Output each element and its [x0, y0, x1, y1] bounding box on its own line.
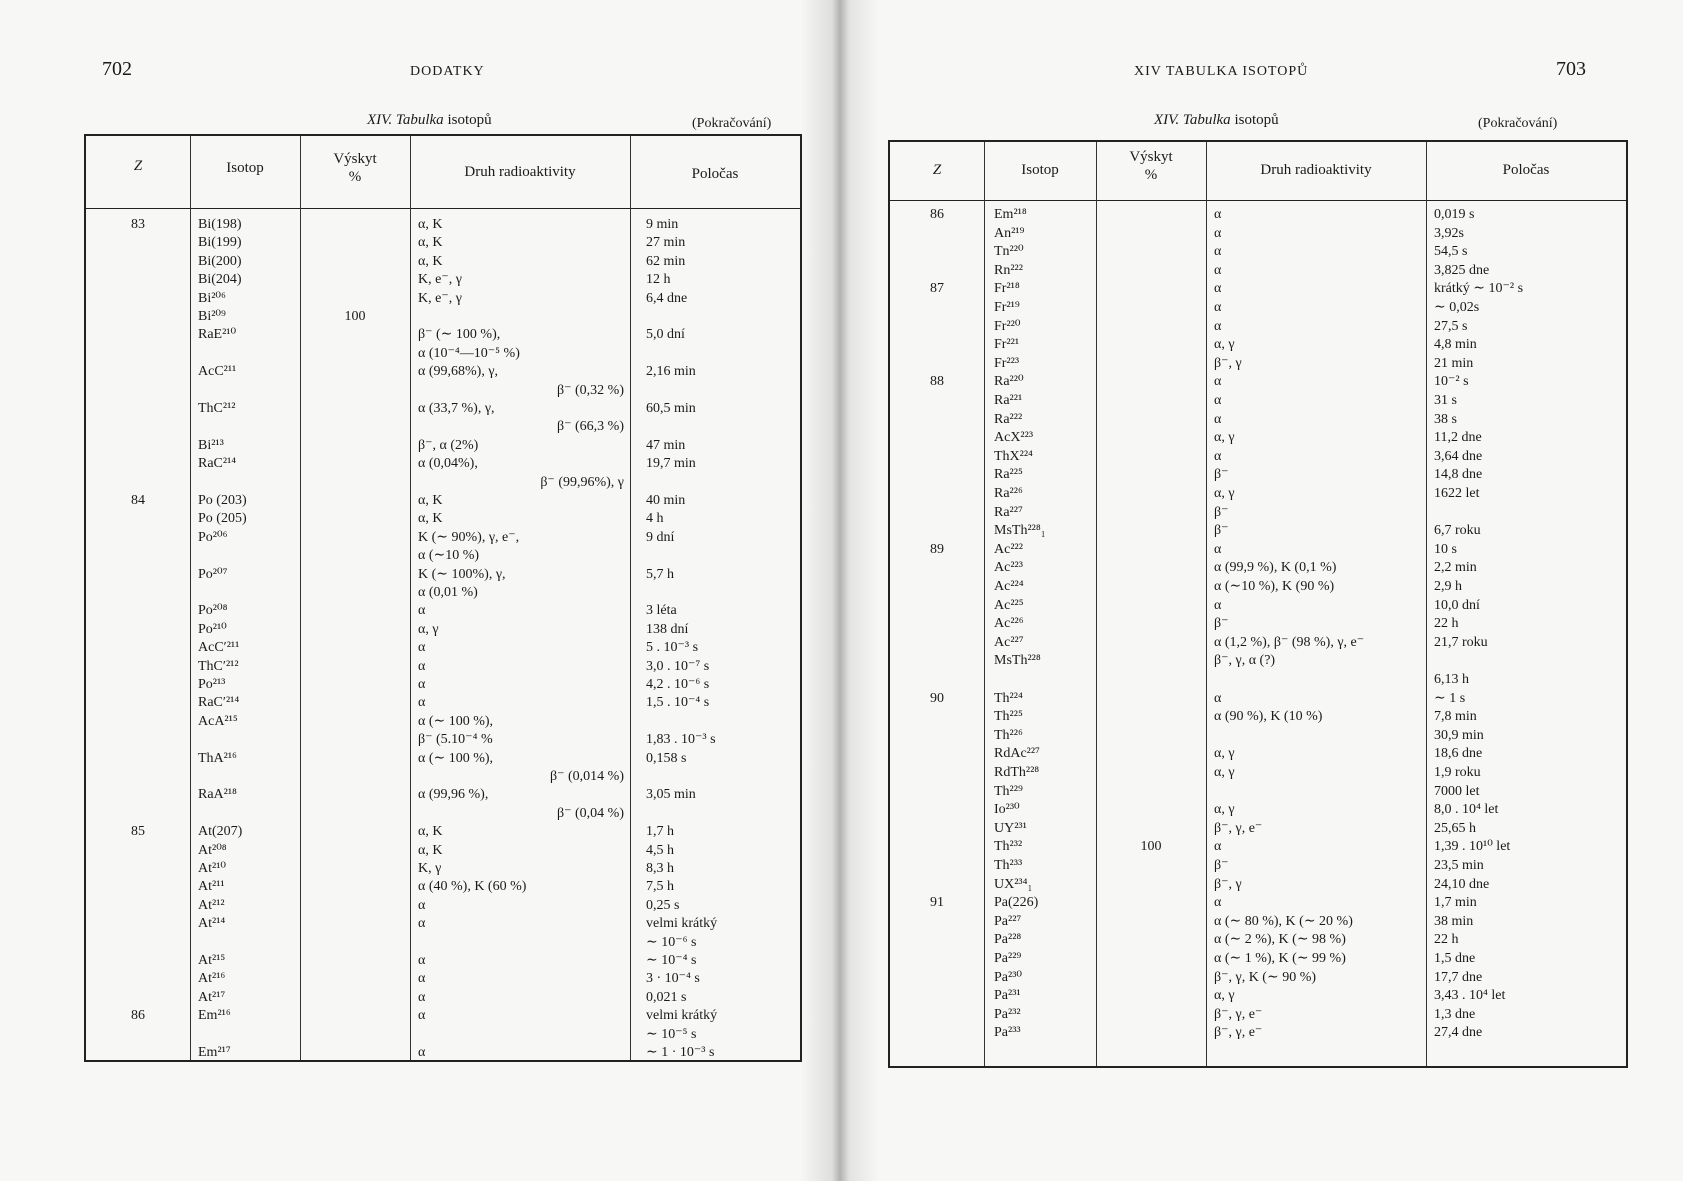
table-cell-decay: α	[418, 1045, 426, 1060]
table-cell-decay: α, K	[418, 842, 443, 858]
table-cell-halflife: 0,021 s	[646, 989, 687, 1005]
table-cell-halflife: 3 léta	[646, 603, 677, 619]
table-cell-decay: α	[1214, 207, 1222, 222]
continued-note: (Pokračování)	[692, 116, 772, 131]
table-cell-isotope: At²¹¹	[198, 879, 225, 895]
table-cell-isotope: Pa(226)	[994, 895, 1039, 911]
table-cell-decay: α	[1214, 262, 1222, 278]
table-cell-decay: α	[1214, 541, 1222, 557]
table-cell-halflife: 4,8 min	[1434, 337, 1477, 353]
table-cell-decay: β⁻, γ, e⁻	[1214, 820, 1263, 836]
table-cell-halflife: 7,8 min	[1434, 709, 1477, 725]
table-cell-decay: α	[1214, 244, 1222, 260]
table-cell-decay: α	[418, 677, 426, 692]
table-cell-occurrence: 100	[1140, 839, 1162, 855]
table-cell-halflife: 18,6 dne	[1434, 746, 1483, 762]
table-cell-isotope: RdTh²²⁸	[994, 765, 1040, 780]
table-cell-decay: β⁻	[1214, 467, 1229, 483]
table-cell-isotope: Fr²²¹	[994, 337, 1020, 353]
table-cell-isotope: Pa²²⁹	[994, 951, 1022, 966]
table-cell-halflife: 21 min	[1434, 355, 1474, 371]
table-cell-decay: α (1,2 %), β⁻ (98 %), γ, e⁻	[1214, 634, 1365, 650]
table-cell-isotope: Po (203)	[198, 493, 247, 508]
header-decay: Druh radioaktivity	[464, 164, 576, 180]
table-cell-decay: α, K	[418, 217, 443, 232]
table-cell-z: 88	[930, 374, 944, 390]
table-cell-isotope: Pa²³⁰	[994, 969, 1023, 985]
table-cell-decay: α, γ	[1214, 765, 1235, 780]
table-cell-halflife: 31 s	[1434, 393, 1457, 408]
table-cell-halflife: ∼ 10⁻⁶ s	[646, 934, 697, 950]
table-cell-decay: α (∼ 100 %),	[418, 750, 494, 766]
table-cell-z: 85	[131, 824, 145, 840]
table-cell-isotope: At²¹⁰	[198, 861, 227, 876]
table-cell-halflife: 47 min	[646, 437, 686, 453]
table-cell-decay: α (99,68%), γ,	[418, 364, 499, 380]
running-head: XIV TABULKA ISOTOPŮ	[1134, 64, 1309, 79]
table-caption	[367, 112, 492, 129]
table-cell-isotope: Bi²⁰⁹	[198, 309, 226, 324]
table-cell-decay: β⁻ (5.10⁻⁴ %	[418, 732, 493, 748]
table-cell-halflife: 17,7 dne	[1434, 969, 1483, 985]
table-cell-isotope: AcX²²³	[994, 430, 1034, 446]
table-cell-decay: α (99,96 %),	[418, 787, 489, 803]
caption-rest: isotopů	[1234, 112, 1279, 128]
table-cell-decay: α	[418, 603, 426, 619]
table-cell-decay: α	[418, 695, 426, 711]
header-decay: Druh radioaktivity	[1260, 162, 1372, 178]
table-cell-decay: β⁻	[1214, 523, 1229, 539]
table-header	[890, 142, 1626, 201]
table-cell-isotope: Po²⁰⁷	[198, 566, 228, 582]
table-cell-decay: α, γ	[1214, 337, 1235, 353]
table-cell-halflife: 1,5 dne	[1434, 951, 1476, 966]
table-cell-decay: K (∼ 90%), γ, e⁻,	[418, 529, 520, 545]
table-cell-halflife: 1,5 . 10⁻⁴ s	[646, 695, 710, 711]
table-cell-halflife: 40 min	[646, 493, 686, 508]
table-cell-decay: α	[418, 916, 426, 932]
table-cell-halflife: 23,5 min	[1434, 858, 1484, 873]
table-cell-isotope: Th²³²	[994, 839, 1023, 855]
table-cell-halflife: 4 h	[646, 511, 664, 527]
header-halflife: Poločas	[1502, 162, 1550, 178]
table-cell-halflife: 9 dní	[646, 529, 675, 545]
table-cell-isotope: Th²²⁹	[994, 783, 1023, 799]
table-cell-isotope: Fr²²³	[994, 355, 1020, 371]
table-cell-isotope: Ra²²²	[994, 411, 1023, 427]
header-z: Z	[932, 162, 942, 178]
header-occurrence: Výskyt %	[333, 151, 377, 185]
table-cell-halflife: krátký ∼ 10⁻² s	[1434, 281, 1524, 297]
table-cell-isotope: Pa²³²	[994, 1006, 1021, 1022]
table-cell-halflife: 54,5 s	[1434, 244, 1468, 260]
table-cell-isotope: Pa²²⁸	[994, 932, 1022, 948]
table-cell-halflife: 21,7 roku	[1434, 634, 1488, 650]
table-cell-z: 91	[930, 895, 944, 911]
table-cell-z: 89	[930, 541, 944, 557]
table-cell-isotope: AcC²¹¹	[198, 364, 237, 380]
table-cell-decay: α	[1214, 448, 1222, 464]
table-cell-isotope: Th²²⁴	[994, 690, 1023, 706]
running-head: DODATKY	[410, 64, 485, 79]
table-cell-decay: β⁻, γ	[1214, 876, 1242, 892]
header-isotope: Isotop	[226, 160, 264, 176]
table-cell-isotope: Ra²²¹	[994, 393, 1023, 408]
table-cell-decay: α, K	[418, 235, 443, 251]
table-cell-decay: α (99,9 %), K (0,1 %)	[1214, 560, 1337, 576]
table-cell-halflife: 1,9 roku	[1434, 765, 1481, 780]
table-cell-halflife: 10⁻² s	[1434, 374, 1469, 390]
table-cell-z: 86	[930, 207, 944, 222]
table-cell-decay: α	[1214, 318, 1222, 334]
table-cell-decay: K, e⁻, γ	[418, 290, 462, 306]
table-cell-halflife: 7000 let	[1434, 783, 1480, 799]
table-cell-halflife: velmi krátký	[646, 1008, 718, 1024]
table-cell-isotope: Bi(204)	[198, 272, 242, 288]
table-cell-decay: α (0,01 %)	[418, 585, 478, 600]
table-cell-decay: β⁻, γ, e⁻	[1214, 1025, 1263, 1041]
table-cell-halflife: 1,7 min	[1434, 895, 1477, 911]
table-cell-halflife: 5 . 10⁻³ s	[646, 640, 699, 656]
table-cell-decay: α	[1214, 393, 1222, 408]
table-cell-isotope: Bi(198)	[198, 217, 242, 232]
table-cell-isotope: Pa²³¹	[994, 988, 1021, 1004]
column-divider	[190, 136, 191, 1060]
table-cell-halflife: 22 h	[1434, 616, 1459, 632]
table-cell-halflife: 8,3 h	[646, 861, 674, 876]
table-cell-halflife: 27 min	[646, 235, 686, 251]
table-cell-decay: α	[418, 640, 426, 656]
header-isotope: Isotop	[1021, 162, 1059, 178]
column-divider	[1096, 142, 1097, 1066]
table-cell-decay: β⁻ (99,96%), γ	[540, 474, 624, 490]
caption-italic: Tabulka	[1182, 112, 1231, 128]
table-cell-isotope: UY²³¹	[994, 820, 1027, 836]
table-cell-halflife: ∼ 0,02s	[1434, 300, 1480, 315]
page-number: 703	[1556, 58, 1586, 80]
table-cell-isotope: Po²¹³	[198, 677, 226, 692]
table-cell-decay: α (∼ 100 %),	[418, 713, 494, 729]
table-cell-decay: α, K	[418, 493, 443, 508]
left-page	[0, 0, 838, 1181]
table-cell-isotope: Tn²²⁰	[994, 244, 1024, 260]
table-cell-isotope: An²¹⁹	[994, 225, 1025, 241]
table-cell-z: 87	[930, 281, 944, 297]
table-cell-isotope: At²¹⁷	[198, 989, 226, 1005]
table-cell-decay: β⁻	[1214, 504, 1229, 520]
table-cell-decay: β⁻, γ, K (∼ 90 %)	[1214, 969, 1317, 985]
column-divider	[984, 142, 985, 1066]
table-cell-decay: α (40 %), K (60 %)	[418, 879, 527, 895]
table-cell-halflife: ∼ 1 s	[1434, 690, 1466, 706]
column-divider	[300, 136, 301, 1060]
table-cell-decay: α	[418, 971, 426, 987]
table-cell-decay: K, e⁻, γ	[418, 272, 462, 288]
table-cell-decay: α	[418, 658, 426, 674]
table-cell-decay: α, K	[418, 824, 443, 840]
table-cell-isotope: Pa²²⁷	[994, 913, 1022, 929]
table-cell-isotope: AcA²¹⁵	[198, 713, 238, 729]
table-cell-decay: α, γ	[418, 621, 439, 637]
table-cell-halflife: 4,5 h	[646, 842, 674, 858]
table-cell-isotope: Ac²²⁴	[994, 579, 1024, 594]
table-cell-halflife: 1622 let	[1434, 486, 1480, 501]
table-cell-isotope: Fr²²⁰	[994, 318, 1021, 334]
table-cell-isotope: Po²⁰⁸	[198, 603, 228, 619]
table-cell-z: 86	[131, 1008, 145, 1024]
table-cell-decay: α (∼ 80 %), K (∼ 20 %)	[1214, 913, 1353, 929]
table-cell-decay: β⁻, γ	[1214, 355, 1242, 371]
table-cell-decay: β⁻ (66,3 %)	[557, 419, 624, 435]
table-cell-halflife: ∼ 1 · 10⁻³ s	[646, 1045, 715, 1060]
table-cell-halflife: 3,825 dne	[1434, 262, 1490, 278]
table-cell-isotope: Fr²¹⁹	[994, 300, 1020, 315]
table-cell-isotope: At²¹⁴	[198, 916, 226, 932]
table-cell-halflife: 2,16 min	[646, 364, 696, 380]
table-cell-isotope: ThX²²⁴	[994, 448, 1033, 464]
isotope-table	[84, 134, 802, 1062]
header-occurrence: Výskyt %	[1129, 149, 1173, 183]
table-cell-decay: α (0,04%),	[418, 456, 478, 472]
table-cell-decay: α, γ	[1214, 486, 1235, 501]
table-cell-decay: α (∼10 %)	[418, 548, 480, 564]
table-cell-isotope: At²¹²	[198, 897, 225, 913]
table-cell-halflife: 1,7 h	[646, 824, 674, 840]
table-cell-z: 84	[131, 493, 145, 508]
table-cell-decay: β⁻, γ, e⁻	[1214, 1006, 1263, 1022]
table-cell-isotope: RaE²¹⁰	[198, 327, 237, 343]
table-cell-decay: α	[1214, 411, 1222, 427]
table-cell-halflife: 11,2 dne	[1434, 430, 1482, 446]
table-header	[86, 136, 800, 209]
continued-note: (Pokračování)	[1478, 116, 1558, 131]
table-cell-halflife: 24,10 dne	[1434, 876, 1490, 892]
table-cell-isotope: Ac²²⁷	[994, 634, 1024, 650]
table-cell-isotope: Fr²¹⁸	[994, 281, 1020, 297]
table-cell-isotope: Po (205)	[198, 511, 247, 527]
table-cell-halflife: 38 s	[1434, 411, 1457, 427]
table-cell-decay: α	[1214, 895, 1222, 911]
table-cell-decay: β⁻, α (2%)	[418, 437, 479, 453]
table-cell-isotope: Ac²²⁶	[994, 616, 1024, 632]
table-cell-halflife: 0,019 s	[1434, 207, 1475, 222]
table-cell-decay: α	[418, 897, 426, 913]
table-cell-halflife: 5,0 dní	[646, 327, 685, 343]
table-cell-halflife: velmi krátký	[646, 916, 718, 932]
table-cell-halflife: 10 s	[1434, 541, 1457, 557]
table-cell-isotope: Bi²⁰⁶	[198, 290, 226, 306]
table-cell-halflife: 3 · 10⁻⁴ s	[646, 971, 700, 987]
table-cell-halflife: 3,64 dne	[1434, 448, 1483, 464]
table-cell-halflife: 1,83 . 10⁻³ s	[646, 732, 716, 748]
table-cell-decay: β⁻ (0,014 %)	[550, 769, 624, 784]
table-cell-isotope: Th²²⁶	[994, 727, 1023, 743]
table-cell-decay: α	[1214, 839, 1222, 855]
table-cell-isotope: Em²¹⁶	[198, 1008, 231, 1024]
table-cell-decay: α, γ	[1214, 746, 1235, 762]
table-cell-isotope: AcC′²¹¹	[198, 640, 240, 656]
table-cell-halflife: 0,25 s	[646, 897, 680, 913]
table-cell-halflife: 2,9 h	[1434, 579, 1462, 594]
table-cell-isotope: RaA²¹⁸	[198, 787, 237, 803]
table-cell-halflife: 3,92s	[1434, 225, 1464, 241]
table-cell-isotope: At(207)	[198, 824, 243, 840]
table-cell-isotope: At²¹⁶	[198, 971, 226, 987]
table-cell-halflife: ∼ 10⁻⁵ s	[646, 1026, 697, 1042]
table-cell-decay: β⁻ (∼ 100 %),	[418, 327, 501, 343]
table-cell-isotope: Ra²²⁵	[994, 467, 1023, 483]
table-cell-isotope: Bi(200)	[198, 253, 242, 269]
caption-prefix: XIV.	[1154, 112, 1180, 128]
table-cell-decay: α	[418, 953, 426, 968]
table-cell-decay: α, γ	[1214, 988, 1235, 1004]
table-cell-halflife: 1,3 dne	[1434, 1006, 1476, 1022]
table-cell-halflife: 5,7 h	[646, 566, 674, 582]
table-cell-halflife: 14,8 dne	[1434, 467, 1483, 483]
table-cell-z: 90	[930, 690, 944, 706]
table-cell-decay: α	[1214, 374, 1222, 390]
table-cell-halflife: 22 h	[1434, 932, 1459, 948]
table-cell-halflife: 19,7 min	[646, 456, 696, 472]
table-cell-decay: α	[1214, 690, 1222, 706]
header-z: Z	[133, 158, 143, 174]
table-cell-halflife: 30,9 min	[1434, 727, 1484, 743]
column-divider	[1426, 142, 1427, 1066]
table-cell-decay: α (90 %), K (10 %)	[1214, 709, 1323, 725]
table-cell-decay: α	[1214, 597, 1222, 613]
table-cell-decay: K, γ	[418, 861, 442, 876]
table-cell-isotope: Bi²¹³	[198, 437, 224, 453]
table-cell-isotope: MsTh²²⁸₁	[994, 523, 1046, 539]
header-halflife: Poločas	[691, 166, 739, 182]
table-cell-halflife: 12 h	[646, 272, 671, 288]
table-cell-isotope: Pa²³³	[994, 1025, 1021, 1041]
table-cell-halflife: 25,65 h	[1434, 820, 1476, 836]
table-cell-decay: α, γ	[1214, 802, 1235, 818]
table-cell-isotope: Em²¹⁷	[198, 1045, 231, 1060]
table-cell-isotope: Ac²²²	[994, 541, 1023, 557]
table-cell-isotope: Em²¹⁸	[994, 207, 1027, 222]
table-cell-halflife: 60,5 min	[646, 401, 696, 416]
table-cell-decay: α (33,7 %), γ,	[418, 401, 495, 416]
table-cell-halflife: 6,7 roku	[1434, 523, 1481, 539]
table-cell-halflife: 3,43 . 10⁴ let	[1434, 988, 1506, 1004]
table-cell-isotope: Io²³⁰	[994, 802, 1020, 818]
table-cell-decay: α (∼10 %), K (90 %)	[1214, 579, 1335, 594]
table-cell-isotope: Ac²²⁵	[994, 597, 1024, 613]
column-divider	[630, 136, 631, 1060]
table-caption	[1154, 112, 1279, 129]
page-number: 702	[102, 58, 132, 80]
column-divider	[410, 136, 411, 1060]
table-cell-decay: β⁻ (0,32 %)	[557, 382, 624, 398]
table-cell-decay: α, K	[418, 511, 443, 527]
table-cell-halflife: 6,13 h	[1434, 672, 1469, 687]
table-cell-halflife: 1,39 . 10¹⁰ let	[1434, 839, 1511, 855]
table-cell-occurrence: 100	[344, 309, 366, 324]
table-cell-isotope: Ac²²³	[994, 560, 1023, 576]
table-cell-isotope: Ra²²⁷	[994, 504, 1023, 520]
table-cell-decay: α, γ	[1214, 430, 1235, 446]
table-cell-decay: α	[1214, 225, 1222, 241]
table-cell-halflife: 6,4 dne	[646, 290, 688, 306]
table-cell-halflife: 3,05 min	[646, 787, 696, 803]
table-cell-isotope: MsTh²²⁸	[994, 653, 1041, 669]
table-cell-decay: β⁻ (0,04 %)	[557, 805, 624, 821]
table-cell-isotope: Po²¹⁰	[198, 621, 227, 637]
table-cell-decay: α	[1214, 300, 1222, 315]
table-cell-isotope: RdAc²²⁷	[994, 746, 1040, 762]
table-cell-isotope: Ra²²⁶	[994, 486, 1023, 501]
table-cell-isotope: Rn²²²	[994, 262, 1023, 278]
table-cell-halflife: 62 min	[646, 253, 686, 269]
table-cell-decay: α	[418, 1008, 426, 1024]
table-cell-isotope: UX²³⁴₁	[994, 876, 1033, 892]
table-cell-isotope: Bi(199)	[198, 235, 242, 251]
right-page	[838, 0, 1683, 1181]
table-cell-isotope: Ra²²⁰	[994, 374, 1024, 390]
table-cell-decay: K (∼ 100%), γ,	[418, 566, 506, 582]
table-cell-halflife: ∼ 10⁻⁴ s	[646, 953, 697, 968]
table-cell-isotope: RaC′²¹⁴	[198, 695, 240, 711]
table-cell-decay: α	[418, 989, 426, 1005]
table-cell-halflife: 3,0 . 10⁻⁷ s	[646, 658, 710, 674]
table-cell-isotope: At²¹⁵	[198, 953, 226, 968]
table-cell-halflife: 9 min	[646, 217, 679, 232]
table-cell-isotope: Po²⁰⁶	[198, 529, 228, 545]
table-cell-z: 83	[131, 217, 145, 232]
table-cell-halflife: 7,5 h	[646, 879, 674, 895]
table-cell-halflife: 8,0 . 10⁴ let	[1434, 802, 1499, 818]
table-cell-isotope: ThA²¹⁶	[198, 750, 237, 766]
caption-italic: Tabulka	[395, 112, 444, 128]
table-cell-decay: α (∼ 1 %), K (∼ 99 %)	[1214, 951, 1346, 966]
table-cell-isotope: ThC²¹²	[198, 401, 236, 416]
table-cell-decay: β⁻	[1214, 616, 1229, 632]
table-cell-decay: α	[1214, 281, 1222, 297]
column-divider	[1206, 142, 1207, 1066]
caption-prefix: XIV.	[367, 112, 393, 128]
table-cell-isotope: Th²³³	[994, 858, 1023, 873]
table-cell-isotope: RaC²¹⁴	[198, 456, 237, 472]
isotope-table	[888, 140, 1628, 1068]
caption-rest: isotopů	[447, 112, 492, 128]
table-cell-halflife: 0,158 s	[646, 750, 687, 766]
table-cell-decay: α (10⁻⁴—10⁻⁵ %)	[418, 345, 520, 361]
table-cell-isotope: At²⁰⁸	[198, 842, 227, 858]
table-cell-halflife: 10,0 dní	[1434, 597, 1480, 613]
table-cell-decay: β⁻, γ, α (?)	[1214, 653, 1276, 669]
table-cell-isotope: Th²²⁵	[994, 709, 1023, 725]
table-cell-halflife: 2,2 min	[1434, 560, 1477, 576]
table-cell-halflife: 138 dní	[646, 621, 689, 637]
table-cell-decay: α (∼ 2 %), K (∼ 98 %)	[1214, 932, 1346, 948]
table-cell-halflife: 38 min	[1434, 913, 1474, 929]
table-cell-halflife: 27,5 s	[1434, 318, 1468, 334]
table-cell-halflife: 27,4 dne	[1434, 1025, 1483, 1041]
table-cell-halflife: 4,2 . 10⁻⁶ s	[646, 677, 710, 692]
table-cell-isotope: ThC′²¹²	[198, 658, 239, 674]
table-cell-decay: β⁻	[1214, 858, 1229, 873]
table-cell-decay: α, K	[418, 253, 443, 269]
